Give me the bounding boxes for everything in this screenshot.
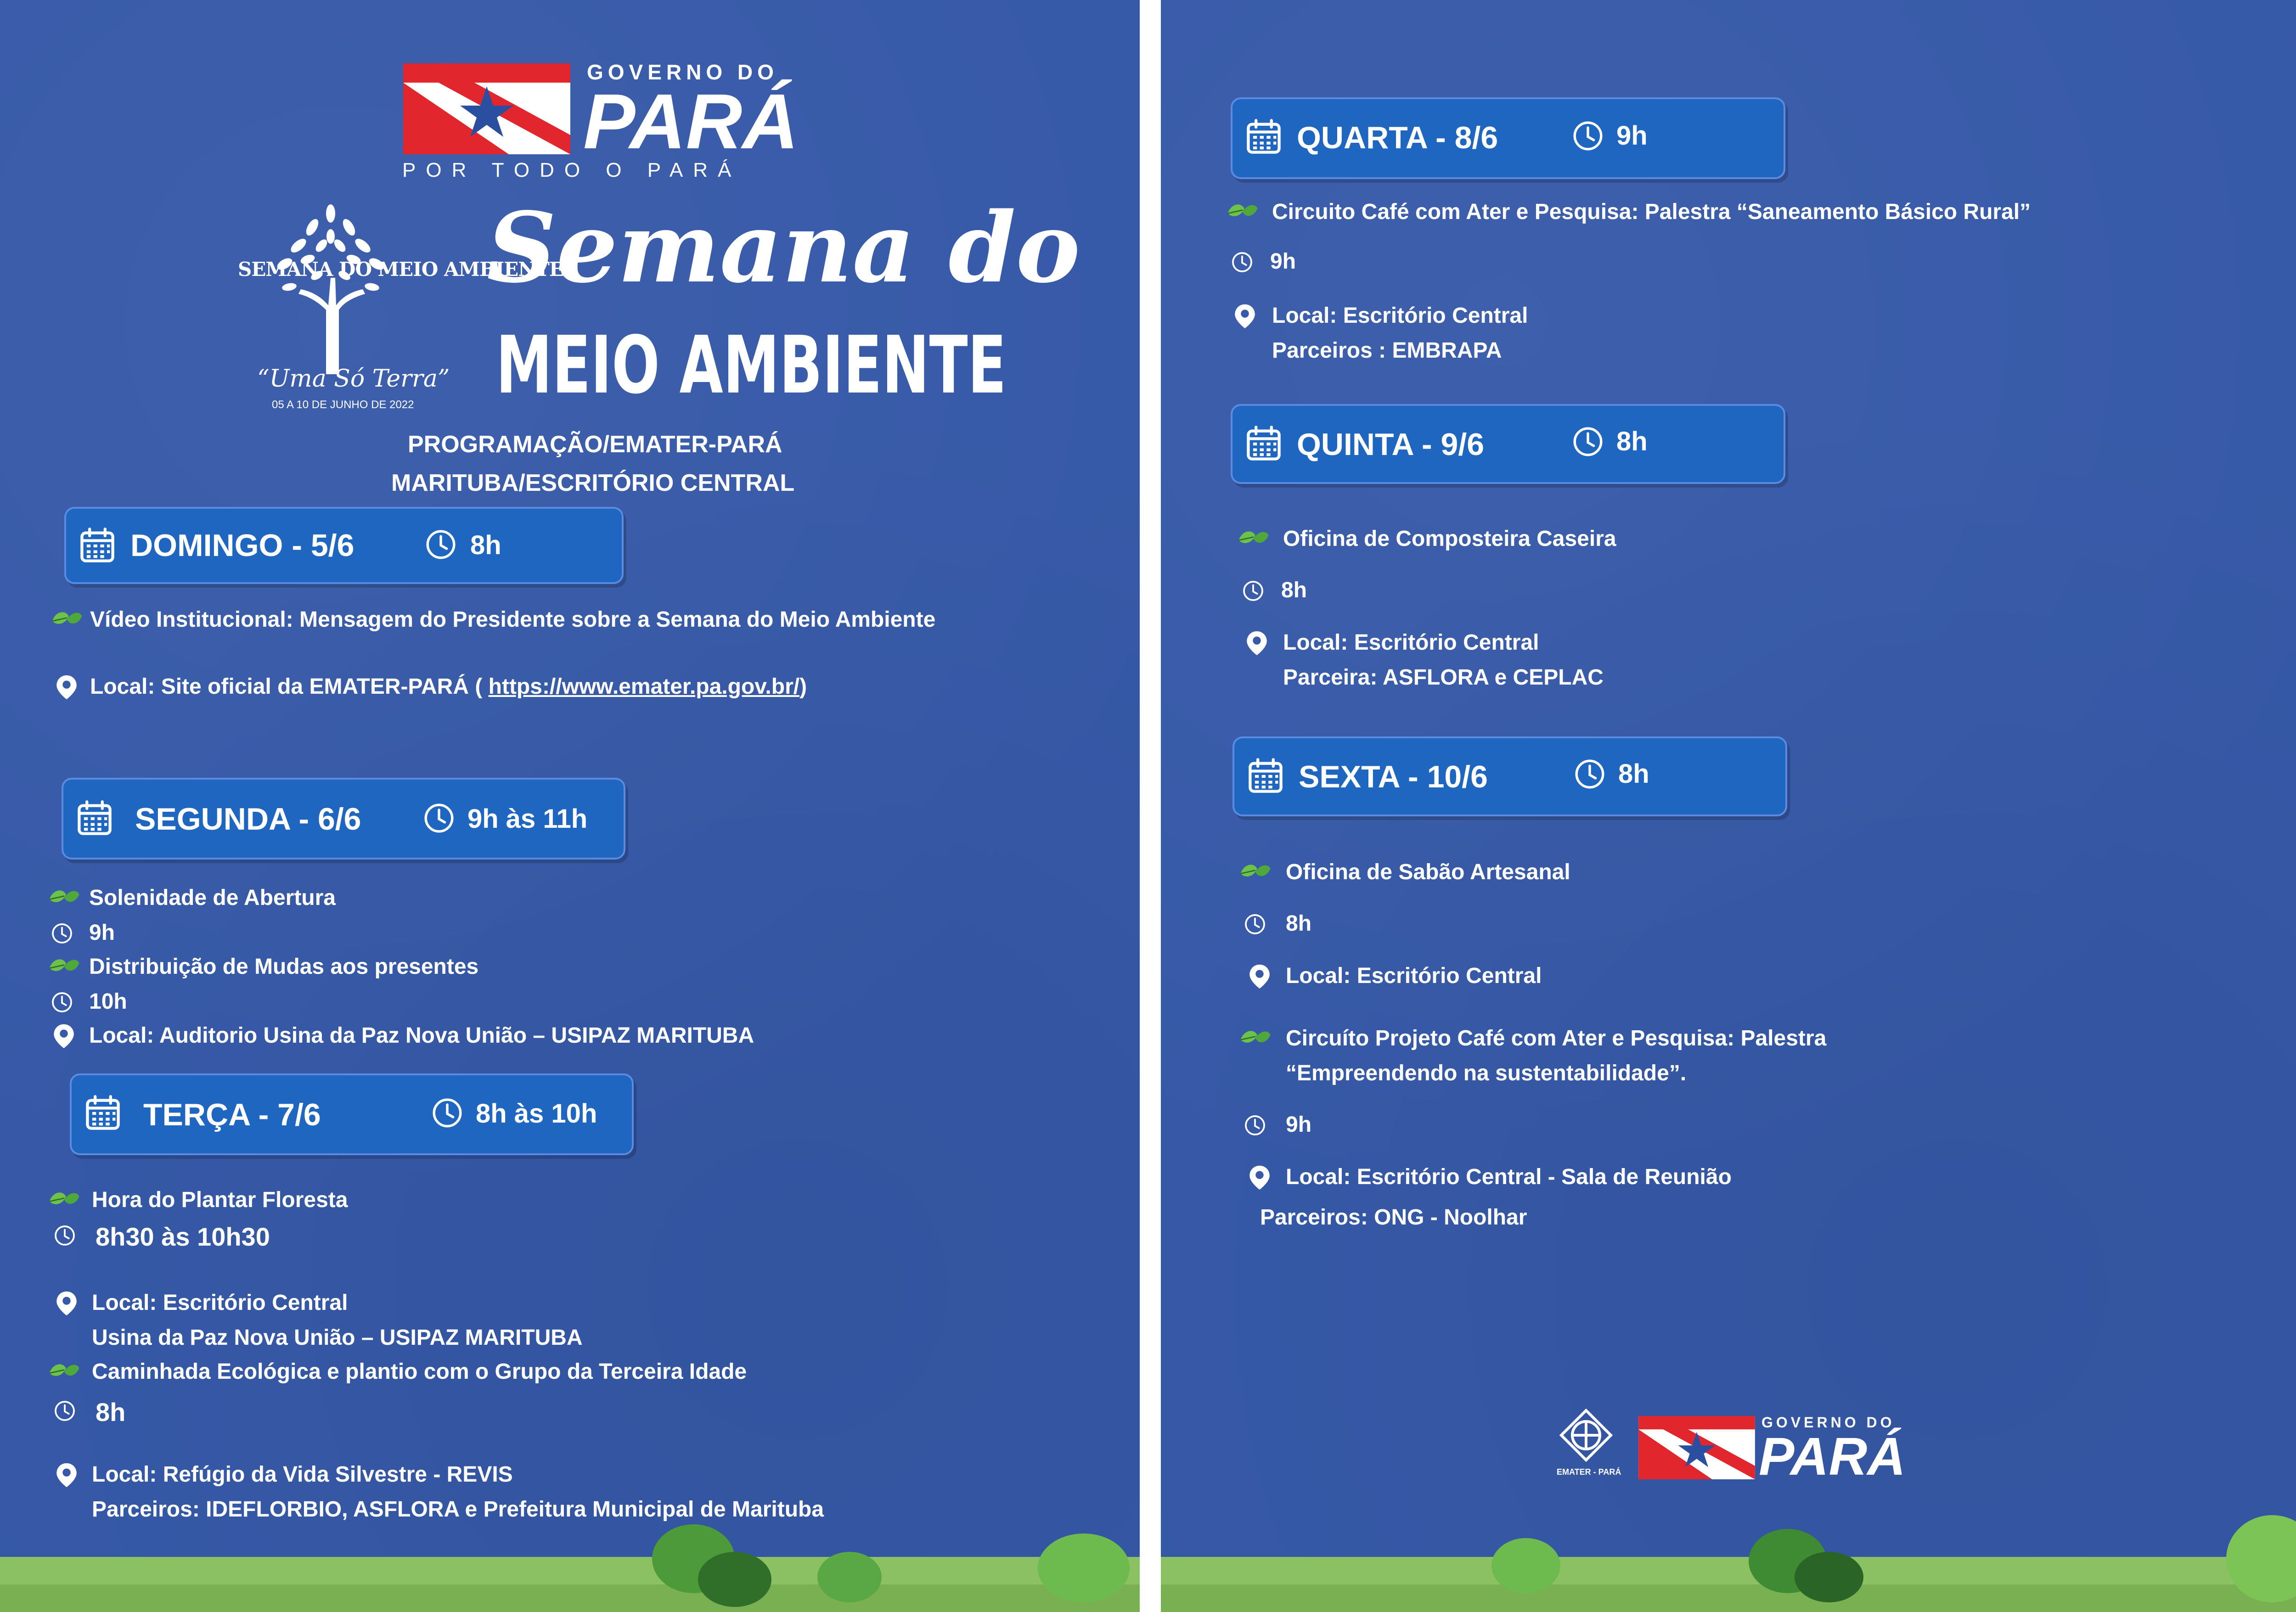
emater-text: EMATER - PARÁ	[1557, 1467, 1621, 1477]
time-text: 10h	[89, 989, 127, 1014]
time-text: 9h	[1270, 249, 1296, 274]
day-time: 8h às 10h	[476, 1099, 597, 1129]
clock-icon	[1242, 579, 1265, 602]
day-header-segunda	[62, 778, 625, 859]
day-label: SEGUNDA - 6/6	[135, 802, 361, 837]
local-text: Local: Refúgio da Vida Silvestre - REVIS	[92, 1462, 513, 1487]
bush	[1491, 1538, 1560, 1593]
calendar-icon	[78, 526, 117, 565]
day-label: SEXTA - 10/6	[1299, 759, 1488, 794]
day-header-domingo	[64, 507, 624, 584]
location-pin-icon	[1244, 630, 1270, 657]
day-time: 8h	[1616, 427, 1648, 456]
clock-icon	[1573, 758, 1606, 791]
clock-icon	[424, 528, 457, 561]
leaf-icon	[51, 607, 84, 634]
bush	[1795, 1552, 1863, 1602]
clock-icon	[1231, 251, 1254, 274]
grass-ground-front	[1161, 1584, 2296, 1612]
activity-text: Oficina de Sabão Artesanal	[1286, 860, 1570, 884]
calendar-icon	[75, 799, 114, 837]
activity-text: Circuito Café com Ater e Pesquisa: Palestra “Saneamento Básico Rural”	[1272, 200, 2031, 224]
activity-text: Circuíto Projeto Café com Ater e Pesquisa: Palestra	[1286, 1026, 1827, 1050]
day-label: QUARTA - 8/6	[1297, 120, 1498, 155]
program-subtitle-line1: PROGRAMAÇÃO/EMATER-PARÁ	[408, 431, 782, 458]
leaf-icon	[48, 1187, 81, 1214]
event-tagline: “Uma Só Terra”	[257, 365, 450, 393]
location-pin-icon	[53, 1462, 80, 1488]
leaf-icon	[48, 1359, 81, 1386]
activity-text: Oficina de Composteira Caseira	[1283, 527, 1616, 551]
left-page	[0, 0, 1140, 1612]
local-prefix: Local: Site oficial da EMATER-PARÁ (	[90, 674, 489, 699]
day-label: DOMINGO - 5/6	[130, 528, 355, 563]
local-text: Local: Escritório Central	[1283, 630, 1539, 655]
location-pin-icon	[1232, 303, 1258, 330]
day-header-terca	[70, 1073, 634, 1155]
activity-text: Hora do Plantar Floresta	[92, 1188, 348, 1212]
clock-icon	[422, 802, 456, 835]
event-arc-text: SEMANA DO MEIO AMBIENTE	[238, 258, 563, 281]
time-text: 8h	[1281, 578, 1307, 602]
day-time: 9h às 11h	[467, 804, 588, 834]
event-dates: 05 A 10 DE JUNHO DE 2022	[272, 399, 414, 411]
activity-text: Distribuição de Mudas aos presentes	[89, 955, 479, 979]
leaf-icon	[1237, 526, 1270, 553]
day-header-sexta	[1232, 736, 1787, 816]
para-text: PARÁ	[1759, 1427, 1906, 1486]
location-pin-icon	[1246, 1164, 1273, 1191]
clock-icon	[431, 1096, 464, 1129]
day-header-quinta	[1231, 404, 1785, 484]
time-text: 8h30 às 10h30	[96, 1222, 270, 1251]
day-label: QUINTA - 9/6	[1297, 427, 1485, 462]
slogan-text: POR TODO O PARÁ	[402, 159, 742, 181]
time-text: 9h	[89, 921, 115, 945]
activity-text-line2: “Empreendendo na sustentabilidade”.	[1286, 1061, 1687, 1085]
clock-icon	[1244, 913, 1266, 936]
right-page	[1161, 0, 2296, 1612]
para-text: PARÁ	[583, 78, 799, 165]
emater-link[interactable]: https://www.emater.pa.gov.br/	[488, 674, 800, 699]
local-text	[90, 670, 807, 703]
governo-do-text: GOVERNO DO	[587, 60, 778, 84]
governo-do-text: GOVERNO DO	[1761, 1414, 1895, 1431]
program-subtitle-line2: MARITUBA/ESCRITÓRIO CENTRAL	[391, 470, 795, 496]
day-header-quarta	[1231, 97, 1785, 179]
activity-text: Caminhada Ecológica e plantio com o Grupo da Terceira Idade	[92, 1359, 747, 1384]
partners-text: Parceiros: ONG - Noolhar	[1260, 1205, 1527, 1230]
clock-icon	[51, 991, 73, 1014]
clock-icon	[1571, 119, 1604, 152]
leaf-icon	[1226, 199, 1259, 226]
clock-icon	[51, 922, 73, 945]
calendar-icon	[1244, 118, 1283, 156]
time-text: 8h	[96, 1398, 126, 1427]
bush	[1038, 1533, 1130, 1602]
calendar-icon	[1244, 424, 1283, 463]
clock-icon	[53, 1224, 76, 1247]
bush	[698, 1552, 771, 1607]
location-pin-icon	[51, 1023, 77, 1050]
para-flag-icon	[403, 63, 570, 154]
local-text-line2: Usina da Paz Nova União – USIPAZ MARITUBA	[92, 1326, 583, 1350]
day-label: TERÇA - 7/6	[143, 1097, 321, 1132]
clock-icon	[1571, 425, 1604, 458]
partners-text: Parceiros: IDEFLORBIO, ASFLORA e Prefeitura Municipal de Marituba	[92, 1497, 824, 1522]
leaf-icon	[1239, 859, 1272, 886]
grass-ground-front	[0, 1584, 1140, 1612]
location-pin-icon	[53, 674, 80, 701]
local-text: Local: Escritório Central	[1272, 303, 1528, 328]
bush	[817, 1552, 882, 1602]
emater-emblem-icon	[1559, 1408, 1614, 1463]
location-pin-icon	[1246, 963, 1273, 990]
local-text: Local: Escritório Central	[1286, 964, 1542, 988]
partners-text: Parceiros : EMBRAPA	[1272, 338, 1502, 363]
time-text: 8h	[1286, 911, 1312, 936]
local-text: Local: Escritório Central	[92, 1291, 348, 1315]
activity-text: Solenidade de Abertura	[89, 886, 336, 910]
local-text: Local: Escritório Central - Sala de Reunião	[1286, 1165, 1732, 1189]
day-time: 8h	[470, 530, 501, 560]
local-suffix: )	[799, 674, 807, 699]
partners-text: Parceira: ASFLORA e CEPLAC	[1283, 665, 1604, 690]
location-pin-icon	[53, 1290, 80, 1317]
leaf-icon	[48, 954, 81, 981]
leaf-icon	[48, 885, 81, 912]
calendar-icon	[84, 1094, 122, 1132]
para-flag-icon	[1638, 1416, 1755, 1479]
leaf-icon	[1239, 1026, 1272, 1052]
clock-icon	[1244, 1114, 1266, 1137]
day-time: 9h	[1616, 121, 1648, 151]
time-text: 9h	[1286, 1112, 1312, 1137]
day-time: 8h	[1618, 759, 1649, 789]
tree-icon	[257, 195, 404, 374]
hero-title-script: Semana do	[487, 191, 1080, 304]
activity-text: Vídeo Institucional: Mensagem do Presidente sobre a Semana do Meio Ambiente	[90, 607, 936, 632]
clock-icon	[53, 1399, 76, 1422]
hero-title-caps: MEIO AMBIENTE	[496, 320, 1007, 412]
local-text: Local: Auditorio Usina da Paz Nova União – USIPAZ MARITUBA	[89, 1023, 754, 1048]
calendar-icon	[1246, 757, 1285, 795]
